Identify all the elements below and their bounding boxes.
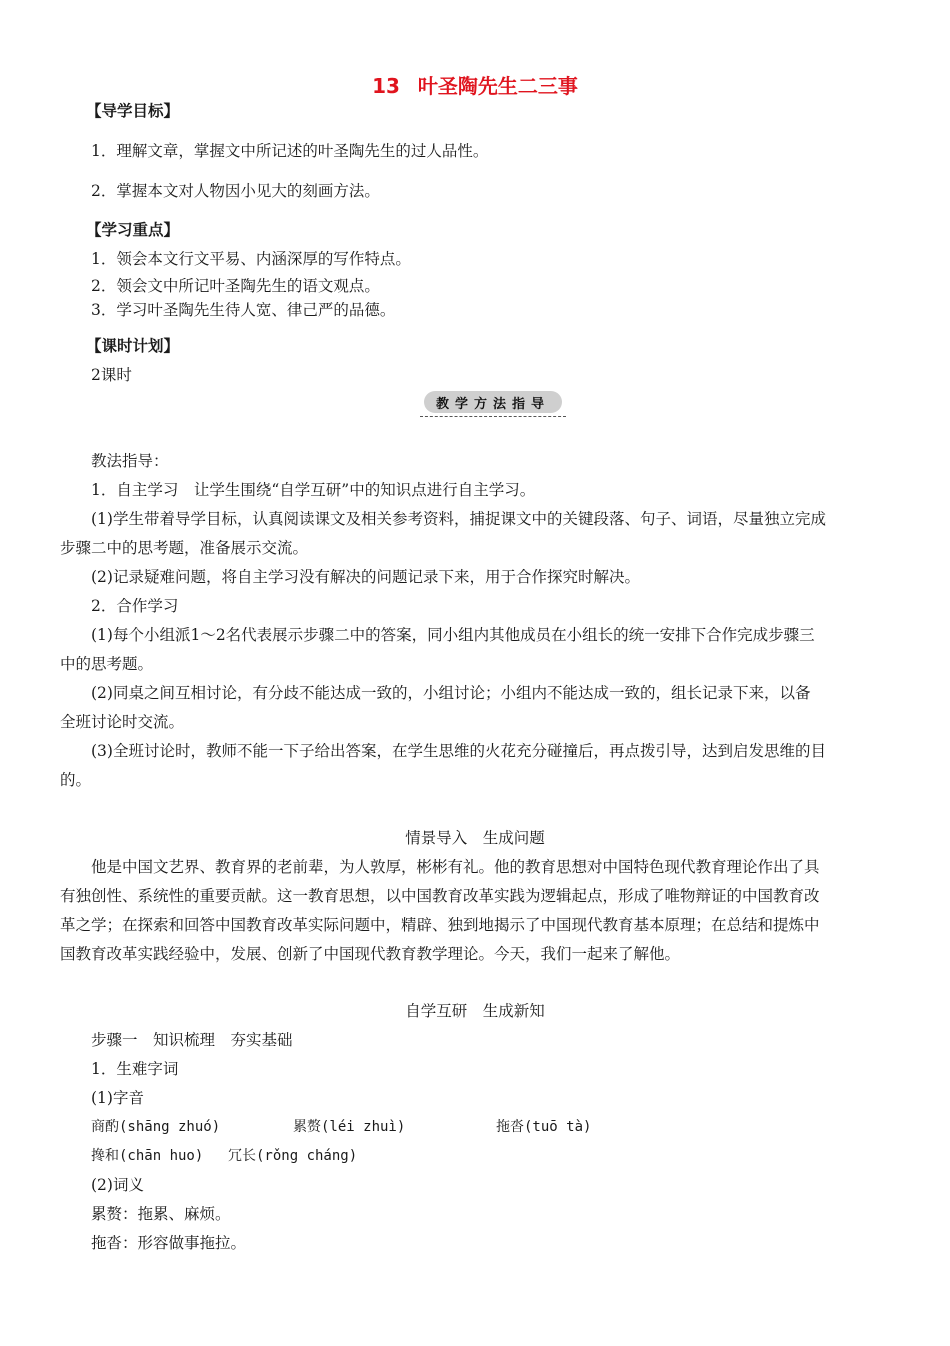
method-intro: 教法指导： <box>91 452 169 470</box>
banner-divider <box>420 416 566 417</box>
pronunciation-title: (1)字音 <box>91 1089 144 1107</box>
goals-heading: 【导学目标】 <box>86 102 180 120</box>
intro-paragraph-line: 他是中国文艺界、教育界的老前辈，为人敦厚，彬彬有礼。他的教育思想对中国特色现代教育理论作出了具 <box>91 858 820 876</box>
intro-paragraph-line: 有独创性、系统性的重要贡献。这一教育思想，以中国教育改革实践为逻辑起点，形成了唯物辩证的中国教育改 <box>60 887 820 905</box>
meaning-item: 累赘：拖累、麻烦。 <box>91 1205 231 1223</box>
method-line: (2)同桌之间互相讨论，有分歧不能达成一致的，小组讨论；小组内不能达成一致的，组长记录下来，以备 <box>91 684 811 702</box>
method-line: 中的思考题。 <box>60 655 154 673</box>
step-one-title: 步骤一 知识梳理 夯实基础 <box>91 1031 293 1049</box>
intro-paragraph-line: 国教育改革实践经验中，发展、创新了中国现代教育教学理论。今天，我们一起来了解他。 <box>60 945 681 963</box>
schedule-heading: 【课时计划】 <box>86 337 180 355</box>
pronunciation-item: 拖沓(tuō tà) <box>496 1119 592 1135</box>
intro-paragraph-line: 革之学；在探索和回答中国教育改革实际问题中，精辟、独到地揭示了中国现代教育基本原理；在总结和提炼中 <box>60 916 820 934</box>
teaching-method-banner <box>420 391 566 419</box>
banner-label: 教学方法指导 <box>424 391 562 413</box>
meaning-title: (2)词义 <box>91 1176 144 1194</box>
pronunciation-item: 累赘(léi zhuì) <box>293 1119 406 1135</box>
method-line: (2)记录疑难问题，将自主学习没有解决的问题记录下来，用于合作探究时解决。 <box>91 568 640 586</box>
schedule-value: 2课时 <box>91 366 132 384</box>
goal-item: 2．掌握本文对人物因小见大的刻画方法。 <box>91 182 380 200</box>
method-line: (3)全班讨论时，教师不能一下子给出答案，在学生思维的火花充分碰撞后，再点拨引导，达到启发思维的目 <box>91 742 826 760</box>
focus-heading: 【学习重点】 <box>86 221 180 239</box>
page-title <box>0 70 950 99</box>
pronunciation-item: 搀和(chān huo) <box>91 1148 204 1164</box>
lesson-title: 叶圣陶先生二三事 <box>417 74 578 98</box>
method-line: 2．合作学习 <box>91 597 179 615</box>
pronunciation-item: 冗长(rǒng cháng) <box>228 1148 358 1164</box>
intro-section-heading: 情景导入 生成问题 <box>405 829 545 847</box>
method-line: 1．自主学习 让学生围绕“自学互研”中的知识点进行自主学习。 <box>91 481 536 499</box>
meaning-item: 拖沓：形容做事拖拉。 <box>91 1234 247 1252</box>
pronunciation-item: 商酌(shāng zhuó) <box>91 1119 221 1135</box>
focus-item: 3．学习叶圣陶先生待人宽、律己严的品德。 <box>91 301 396 319</box>
goal-item: 1．理解文章，掌握文中所记述的叶圣陶先生的过人品性。 <box>91 142 489 160</box>
method-line: (1)学生带着导学目标，认真阅读课文及相关参考资料，捕捉课文中的关键段落、句子、词语，尽量独立完成 <box>91 510 826 528</box>
method-line: 的。 <box>60 771 92 789</box>
focus-item: 2．领会文中所记叶圣陶先生的语文观点。 <box>91 277 380 295</box>
study-section-heading: 自学互研 生成新知 <box>405 1002 545 1020</box>
method-line: 全班讨论时交流。 <box>60 713 185 731</box>
method-line: 步骤二中的思考题，准备展示交流。 <box>60 539 309 557</box>
focus-item: 1．领会本文行文平易、内涵深厚的写作特点。 <box>91 250 411 268</box>
lesson-number: 13 <box>372 74 400 98</box>
vocab-title: 1．生难字词 <box>91 1060 179 1078</box>
method-line: (1)每个小组派1～2名代表展示步骤二中的答案，同小组内其他成员在小组长的统一安排下合作完成步骤三 <box>91 626 815 644</box>
